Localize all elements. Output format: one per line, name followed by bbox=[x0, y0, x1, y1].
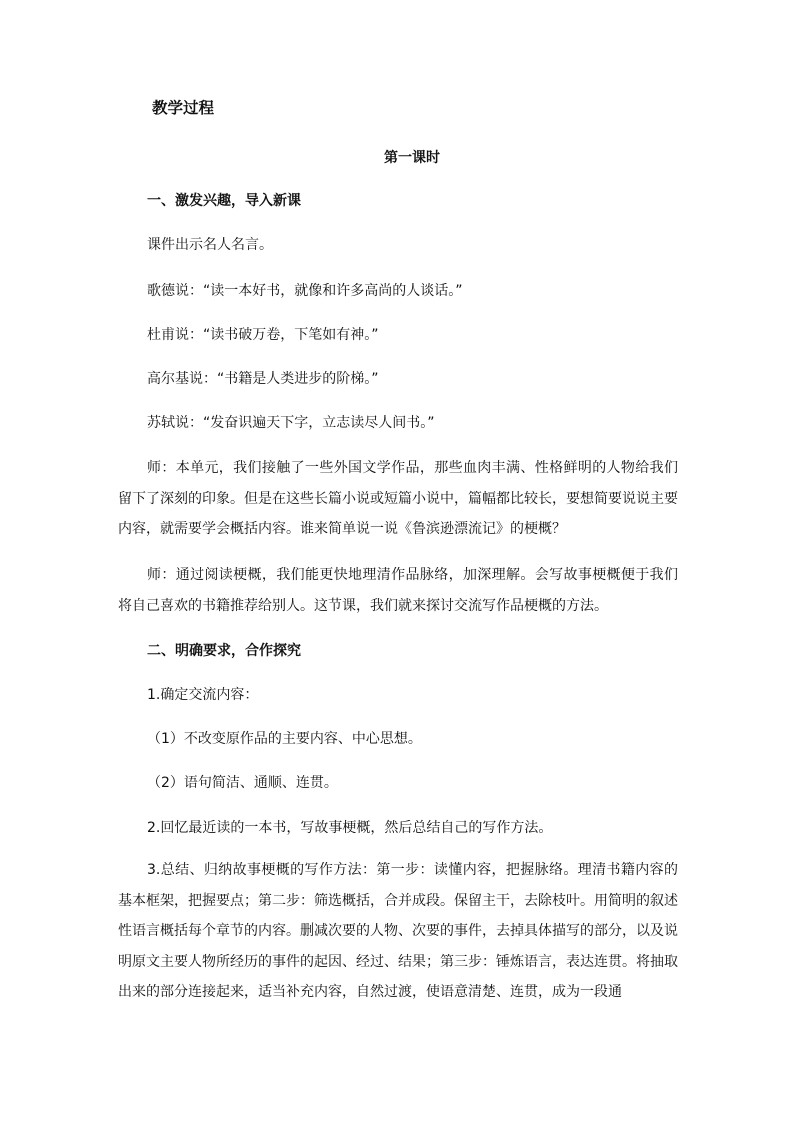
section2-title: 二、明确要求，合作探究 bbox=[147, 643, 301, 659]
teacher-paragraph-2: 师：通过阅读梗概，我们能更快地理清作品脉络，加深理解。会写故事梗概便于我们将自己喜欢的书籍推荐给别人。这节课，我们就来探讨交流写作品梗概的方法。 bbox=[118, 567, 678, 614]
item-1-sub-1: （1）不改变原作品的主要内容、中心思想。 bbox=[147, 731, 422, 747]
item-1-sub-2: （2）语句简洁、通顺、连贯。 bbox=[147, 775, 338, 791]
section1-title: 一、激发兴趣，导入新课 bbox=[147, 193, 301, 209]
page-heading: 教学过程 bbox=[152, 99, 215, 117]
section1-intro: 课件出示名人名言。 bbox=[147, 237, 273, 253]
quote-gorky: 高尔基说：“书籍是人类进步的阶梯。” bbox=[147, 371, 379, 387]
lesson-title: 第一课时 bbox=[384, 150, 440, 166]
quote-dufu: 杜甫说：“读书破万卷，下笔如有神。” bbox=[147, 327, 379, 343]
item-2: 2.回忆最近读的一本书，写故事梗概，然后总结自己的写作方法。 bbox=[147, 820, 553, 836]
quote-goethe: 歌德说：“读一本好书，就像和许多高尚的人谈话。” bbox=[147, 283, 463, 299]
teacher-paragraph-1: 师：本单元，我们接触了一些外国文学作品，那些血肉丰满、性格鲜明的人物给我们留下了深刻的印象。但是在这些长篇小说或短篇小说中，篇幅都比较长，要想简要说说主要内容，就需要学会概括内容。谁来简单说一说《鲁滨逊漂流记》的梗概？ bbox=[118, 460, 678, 537]
item-1: 1.确定交流内容： bbox=[147, 687, 259, 703]
quote-sushi: 苏轼说：“发奋识遍天下字，立志读尽人间书。” bbox=[147, 415, 435, 431]
item-3: 3.总结、归纳故事梗概的写作方法：第一步：读懂内容，把握脉络。理清书籍内容的基本框架，把握要点；第二步：筛选概括，合并成段。保留主干，去除枝叶。用简明的叙述性语言概括每个章节的内容。删减次要的人物、次要的事件，去掉具体描写的部分，以及说明原文主要人物所经历的事件的起因、经过、结果；第三步：锤炼语言，表达连贯。将抽取出来的部分连接起来，适当补充内容，自然过渡，使语意清楚、连贯，成为一段通 bbox=[118, 862, 678, 1000]
